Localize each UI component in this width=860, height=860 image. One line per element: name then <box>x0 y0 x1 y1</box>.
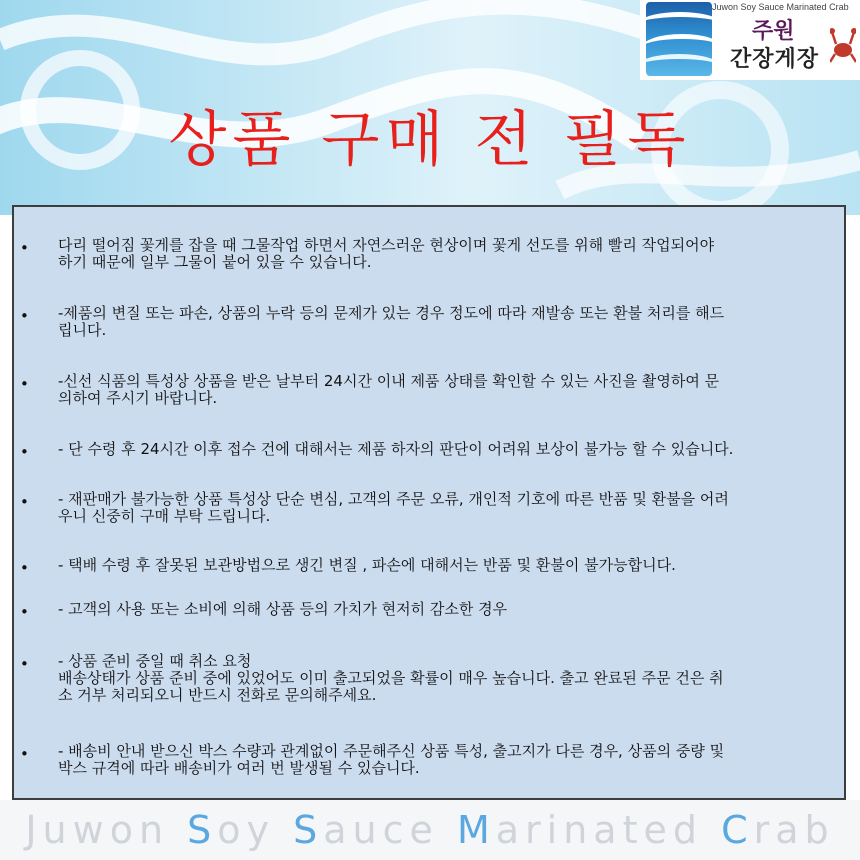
bullet: • <box>20 493 29 511</box>
footer-part: rab <box>753 808 835 852</box>
notice-text: -제품의 변질 또는 파손, 상품의 누락 등의 문제가 있는 경우 정도에 따라 재발송 또는 환불 처리를 해드 립니다. <box>58 304 725 339</box>
bullet: • <box>20 559 29 577</box>
footer-part-highlight: S <box>293 808 324 852</box>
brand-logo <box>640 0 860 80</box>
notice-text: - 고객의 사용 또는 소비에 의해 상품 등의 가치가 현저히 감소한 경우 <box>58 600 508 618</box>
page-title: 상품 구매 전 필독 <box>168 105 692 175</box>
bullet: • <box>20 655 29 673</box>
footer-part-highlight: M <box>456 808 496 852</box>
notice-text: - 재판매가 불가능한 상품 특성상 단순 변심, 고객의 주문 오류, 개인적 기호에 따른 반품 및 환불을 어려 우니 신중히 구매 부탁 드립니다. <box>58 490 729 525</box>
footer-part-highlight: S <box>187 808 218 852</box>
footer-brand-text <box>0 808 860 852</box>
footer-part: auce <box>323 808 457 852</box>
notice-text: - 단 수령 후 24시간 이후 접수 건에 대해서는 제품 하자의 판단이 어려워 보상이 불가능 할 수 있습니다. <box>58 440 734 458</box>
bullet: • <box>20 307 29 325</box>
crab-icon <box>830 24 856 68</box>
logo-korean-line2: 간장게장 <box>730 46 820 72</box>
footer-part-highlight: C <box>721 808 754 852</box>
notice-text: -신선 식품의 특성상 상품을 받은 날부터 24시간 이내 제품 상태를 확인할 수 있는 사진을 촬영하여 문 의하여 주시기 바랍니다. <box>58 372 720 407</box>
logo-korean-line1: 주원 <box>752 18 795 44</box>
footer-part: arinated <box>495 808 722 852</box>
footer-part: Juwon <box>25 808 188 852</box>
bullet: • <box>20 745 29 763</box>
footer-part: oy <box>217 808 294 852</box>
notice-text: - 택배 수령 후 잘못된 보관방법으로 생긴 변질 , 파손에 대해서는 반품 및 환불이 불가능합니다. <box>58 556 676 574</box>
notice-text: 다리 떨어짐 꽃게를 잡을 때 그물작업 하면서 자연스러운 현상이며 꽃게 선도를 위해 빨리 작업되어야 하기 때문에 일부 그물이 붙어 있을 수 있습니다. <box>58 236 715 271</box>
wave-logo-icon <box>646 2 712 76</box>
bullet: • <box>20 443 29 461</box>
notice-text: - 배송비 안내 받으신 박스 수량과 관계없이 주문해주신 상품 특성, 출고지가 다른 경우, 상품의 중량 및 박스 규격에 따라 배송비가 여러 번 발생될 수 있습니다. <box>58 742 725 777</box>
notice-panel <box>12 205 846 800</box>
bullet: • <box>20 239 29 257</box>
bullet: • <box>20 375 29 393</box>
notice-text: - 상품 준비 중일 때 취소 요청 배송상태가 상품 준비 중에 있었어도 이미 출고되었을 확률이 매우 높습니다. 출고 완료된 주문 건은 취 소 거부 처리되오니 반드시 전화로 문의해주세요. <box>58 652 724 704</box>
logo-english-name: Juwon Soy Sauce Marinated Crab <box>712 2 849 12</box>
bullet: • <box>20 603 29 621</box>
